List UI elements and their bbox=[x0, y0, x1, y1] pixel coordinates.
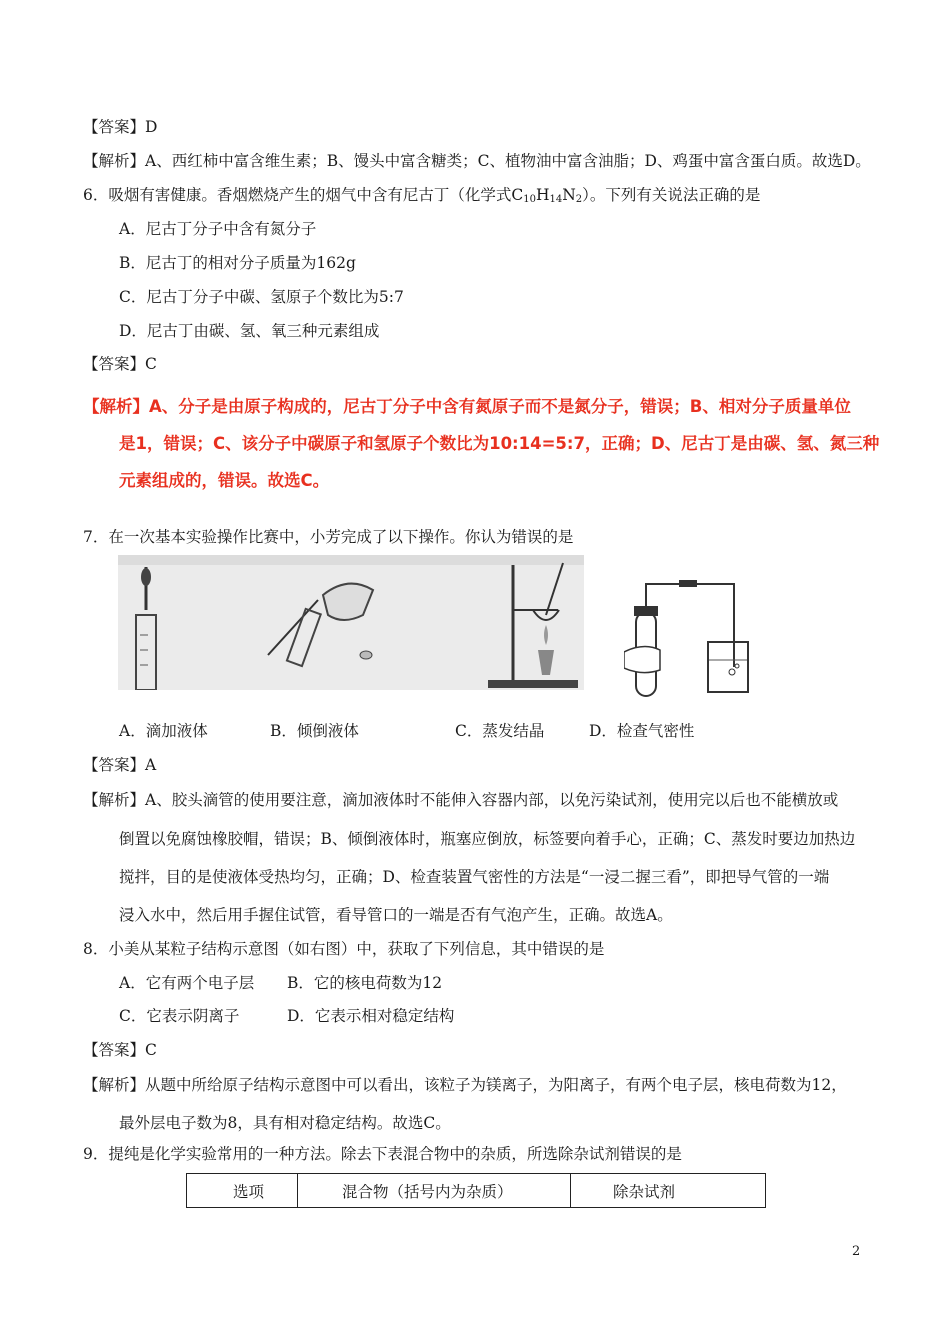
q8-option-d: D．它表示相对稳定结构 bbox=[287, 1007, 455, 1025]
airtightness-check-figure bbox=[624, 572, 752, 698]
q5-analysis: 【解析】A、西红柿中富含维生素；B、馒头中富含糖类；C、植物油中富含油脂；D、鸡蛋中富含蛋白质。故选D。 bbox=[83, 152, 871, 170]
q9-stem: 9．提纯是化学实验常用的一种方法。除去下表混合物中的杂质，所选除杂试剂错误的是 bbox=[83, 1145, 682, 1163]
q8-answer: 【答案】C bbox=[83, 1041, 157, 1059]
q6-stem: 6．吸烟有害健康。香烟燃烧产生的烟气中含有尼古丁（化学式$C_{10}H_{14}N_2$）。下列有关说法正确的是 bbox=[83, 186, 761, 205]
lab-operations-illustration bbox=[118, 555, 584, 690]
table-header-row bbox=[187, 1174, 766, 1208]
q7-analysis-line-4: 浸入水中，然后用手握住试管，看导管口的一端是否有气泡产生，正确。故选A。 bbox=[119, 906, 673, 924]
q7-analysis-line-1: 【解析】A、胶头滴管的使用要注意，滴加液体时不能伸入容器内部，以免污染试剂，使用完以后也不能横放或 bbox=[83, 791, 839, 809]
q6-option-a: A．尼古丁分子中含有氮分子 bbox=[119, 220, 317, 238]
page-number: 2 bbox=[852, 1244, 861, 1259]
q6-option-c: C．尼古丁分子中碳、氢原子个数比为5:7 bbox=[119, 288, 404, 306]
q8-analysis-line-1: 【解析】从题中所给原子结构示意图中可以看出，该粒子为镁离子，为阳离子，有两个电子层，核电荷数为12， bbox=[83, 1076, 847, 1094]
q8-option-b: B．它的核电荷数为12 bbox=[287, 974, 443, 992]
table-header-cell: 除杂试剂 bbox=[571, 1174, 766, 1208]
q7-stem: 7．在一次基本实验操作比赛中，小芳完成了以下操作。你认为错误的是 bbox=[83, 528, 574, 546]
q6-analysis-line-1: 【解析】A、分子是由原子构成的，尼古丁分子中含有氮原子而不是氮分子，错误；B、相对分子质量单位 bbox=[83, 397, 851, 416]
q8-stem: 8．小美从某粒子结构示意图（如右图）中，获取了下列信息，其中错误的是 bbox=[83, 940, 605, 958]
q7-option-d: D．检查气密性 bbox=[589, 722, 695, 740]
q6-option-d: D．尼古丁由碳、氢、氧三种元素组成 bbox=[119, 322, 380, 340]
q6-analysis-line-3: 元素组成的，错误。故选C。 bbox=[119, 471, 330, 490]
q7-analysis-line-3: 搅拌，目的是使液体受热均匀，正确；D、检查装置气密性的方法是“一浸二握三看”，即把导气管的一端 bbox=[119, 868, 830, 886]
q7-option-c: C．蒸发结晶 bbox=[455, 722, 545, 740]
q7-option-a: A．滴加液体 bbox=[119, 722, 208, 740]
airtightness-illustration bbox=[624, 572, 752, 698]
table-header-cell: 混合物（括号内为杂质） bbox=[298, 1174, 571, 1208]
q6-analysis-line-2: 是1，错误；C、该分子中碳原子和氢原子个数比为10:14=5:7，正确；D、尼古丁是由碳、氢、氮三种 bbox=[119, 434, 880, 453]
q8-option-a: A．它有两个电子层 bbox=[119, 974, 255, 992]
q6-option-b: B．尼古丁的相对分子质量为162g bbox=[119, 254, 356, 272]
q8-analysis-line-2: 最外层电子数为8，具有相对稳定结构。故选C。 bbox=[119, 1114, 451, 1132]
q7-analysis-line-2: 倒置以免腐蚀橡胶帽，错误；B、倾倒液体时，瓶塞应倒放，标签要向着手心，正确；C、蒸发时要边加热边 bbox=[119, 830, 856, 848]
q5-answer: 【答案】D bbox=[83, 118, 158, 136]
q7-answer: 【答案】A bbox=[83, 756, 157, 774]
q7-option-b: B．倾倒液体 bbox=[270, 722, 359, 740]
q8-option-c: C．它表示阴离子 bbox=[119, 1007, 240, 1025]
table-header-cell: 选项 bbox=[187, 1174, 298, 1208]
q6-answer: 【答案】C bbox=[83, 355, 157, 373]
lab-operations-photo bbox=[118, 555, 584, 690]
impurity-table bbox=[186, 1173, 766, 1208]
